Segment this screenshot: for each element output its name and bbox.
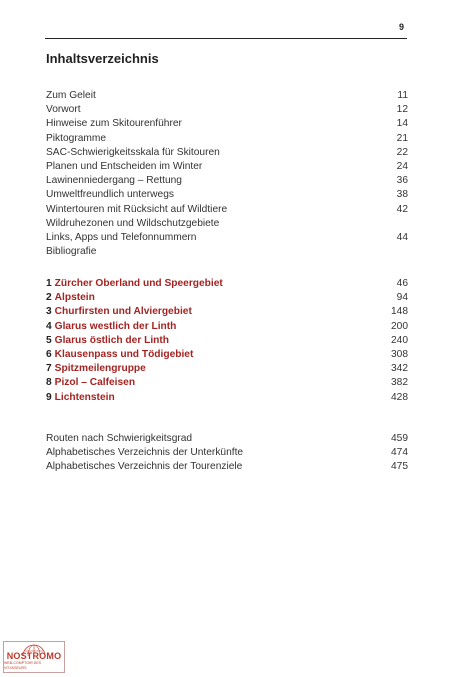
- toc-entry-page: 24: [396, 160, 408, 172]
- chapter-number: 5: [46, 334, 52, 346]
- toc-entry-label: Alphabetisches Verzeichnis der Tourenziele: [46, 461, 243, 473]
- chapter-title: Zürcher Oberland und Speergebiet: [54, 278, 223, 289]
- toc-entry-label: Piktogramme: [46, 132, 107, 144]
- chapter-page: 94: [396, 292, 408, 304]
- chapter-title: Lichtenstein: [54, 391, 115, 403]
- toc-entry[interactable]: [46, 188, 408, 202]
- toc-entry[interactable]: [46, 103, 408, 117]
- toc-entry-page: 459: [391, 433, 408, 444]
- toc-entry-label: Planen und Entscheiden im Winter: [46, 160, 203, 172]
- chapter-number: 1: [46, 278, 52, 289]
- toc-entry[interactable]: [46, 89, 408, 103]
- toc-entry-page: 475: [391, 461, 408, 473]
- toc-entry[interactable]: [46, 245, 408, 259]
- logo-tagline: WEB-COMPTOIR DES VOYAGEURS: [4, 661, 42, 670]
- chapter-page: 148: [391, 306, 408, 318]
- chapter-title: Pizol – Calfeisen: [54, 377, 136, 389]
- toc-entry-page: 22: [396, 146, 408, 158]
- toc-entry[interactable]: [46, 460, 408, 474]
- toc-entry-label: Wildruhezonen und Wildschutzgebiete: [46, 217, 220, 229]
- chapter-title: Churfirsten und Alviergebiet: [54, 306, 192, 318]
- toc-chapter-entry[interactable]: [46, 291, 408, 305]
- toc-entry-page: 474: [391, 447, 408, 459]
- toc-entry[interactable]: [46, 432, 408, 446]
- toc-entry[interactable]: [46, 217, 408, 231]
- toc-entry-label: Vorwort: [46, 104, 81, 116]
- toc-chapter-entry[interactable]: [46, 391, 408, 405]
- toc-entry-label: Hinweise zum Skitourenführer: [46, 118, 182, 130]
- chapter-page: 200: [391, 320, 408, 332]
- toc-entry-label: SAC-Schwierigkeitsskala für Skitouren: [46, 146, 220, 158]
- chapter-page: 308: [391, 348, 408, 360]
- nostromo-watermark-logo: [3, 641, 65, 673]
- toc-appendix-section: [46, 432, 408, 475]
- toc-chapter-entry[interactable]: [46, 348, 408, 362]
- chapter-title: Glarus östlich der Linth: [54, 334, 170, 346]
- toc-entry[interactable]: [46, 231, 408, 245]
- chapter-number: 7: [46, 363, 52, 375]
- toc-entry-page: 42: [396, 203, 408, 215]
- chapter-title: Alpstein: [54, 292, 95, 304]
- toc-entry-page: 12: [396, 104, 408, 116]
- toc-entry-page: 11: [397, 90, 408, 101]
- chapter-page: 46: [396, 278, 408, 289]
- chapter-title: Spitzmeilengruppe: [54, 363, 146, 375]
- toc-entry-label: Routen nach Schwierigkeitsgrad: [46, 433, 193, 444]
- toc-entry[interactable]: [46, 203, 408, 217]
- toc-entry-label: Alphabetisches Verzeichnis der Unterkünfte: [46, 447, 244, 459]
- chapter-page: 428: [391, 391, 408, 403]
- toc-chapter-entry[interactable]: [46, 334, 408, 348]
- toc-entry-label: Umweltfreundlich unterwegs: [46, 189, 174, 201]
- toc-entry-label: Links, Apps und Telefonnummern: [46, 231, 197, 243]
- toc-entry-page: 38: [396, 189, 408, 201]
- chapter-number: 6: [46, 348, 52, 360]
- chapter-page: 342: [391, 363, 408, 375]
- chapter-number: 4: [46, 320, 52, 332]
- logo-name: NOSTROMO: [6, 651, 62, 661]
- toc-entry[interactable]: [46, 132, 408, 146]
- chapter-title: Glarus westlich der Linth: [54, 320, 177, 332]
- toc-chapters-section: [46, 277, 408, 405]
- toc-entry[interactable]: [46, 146, 408, 160]
- toc-entry[interactable]: [46, 160, 408, 174]
- toc-entry[interactable]: [46, 446, 408, 460]
- toc-chapter-entry[interactable]: [46, 305, 408, 319]
- toc-chapter-entry[interactable]: [46, 362, 408, 376]
- toc-entry-page: 14: [396, 118, 408, 130]
- toc-entry-label: Lawinenniedergang – Rettung: [46, 175, 182, 187]
- page-title: Inhaltsverzeichnis: [46, 51, 159, 66]
- chapter-number: 2: [46, 292, 52, 304]
- toc-chapter-entry[interactable]: [46, 277, 408, 291]
- toc-entry[interactable]: [46, 117, 408, 131]
- toc-chapter-entry[interactable]: [46, 376, 408, 390]
- chapter-number: 8: [46, 377, 52, 389]
- chapter-number: 3: [46, 306, 52, 318]
- toc-entry[interactable]: [46, 174, 408, 188]
- toc-chapter-entry[interactable]: [46, 320, 408, 334]
- toc-entry-label: Wintertouren mit Rücksicht auf Wildtiere: [46, 203, 228, 215]
- toc-intro-section: [46, 89, 408, 259]
- chapter-page: 382: [391, 377, 408, 389]
- toc-entry-label: Bibliografie: [46, 246, 97, 258]
- toc-entry-page: 36: [396, 175, 408, 187]
- page-number: 9: [398, 22, 404, 32]
- chapter-page: 240: [391, 334, 408, 346]
- chapter-number: 9: [46, 391, 52, 403]
- toc-entry-label: Zum Geleit: [46, 90, 96, 101]
- toc-entry-page: 44: [396, 231, 408, 243]
- chapter-title: Klausenpass und Tödigebiet: [54, 348, 194, 360]
- toc-entry-page: 21: [396, 132, 408, 144]
- header-rule: [45, 38, 407, 39]
